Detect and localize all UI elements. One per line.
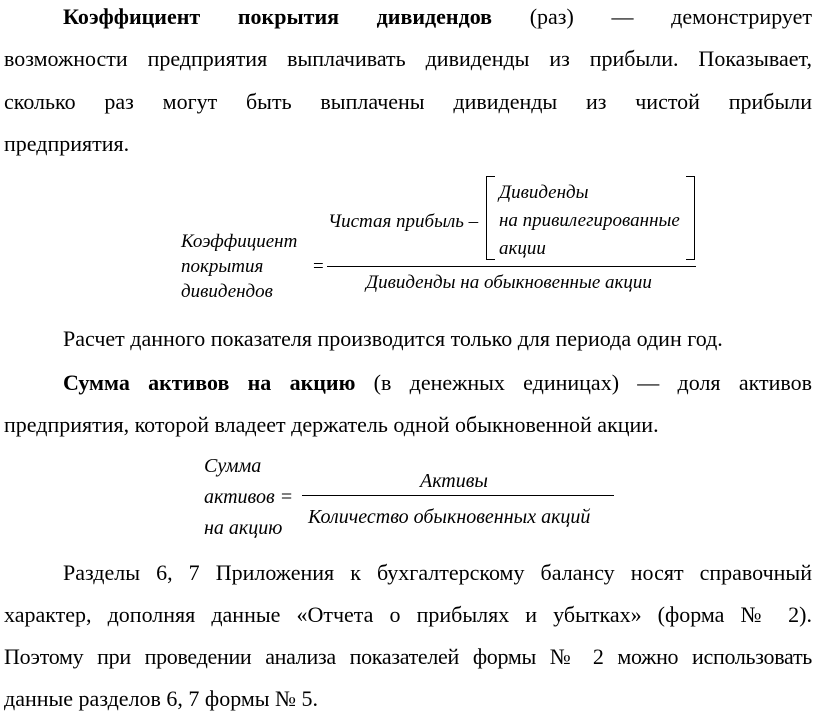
para3-line1 xyxy=(4,370,812,396)
formula1-lhs-1: Коэффициент xyxy=(181,231,298,252)
formula1-bracket-1: Дивиденды xyxy=(499,182,589,203)
para4-line2: характер, дополняя данные «Отчета о прибылях и убытках» (форма № 2). xyxy=(4,602,812,627)
term-assets-per-share: Сумма активов на акцию xyxy=(63,370,356,395)
formula2-lhs-1: Сумма xyxy=(204,455,262,477)
formula1-lhs-3: дивидендов xyxy=(181,281,273,302)
para1-line3: сколько раз могут быть выплачены дивиденды из чистой прибыли xyxy=(4,89,812,114)
para1-line1 xyxy=(4,4,812,30)
formula1-equals: = xyxy=(313,256,324,277)
formula1-numerator-main: Чистая прибыль – xyxy=(328,211,479,232)
formula2-lhs-2: активов = xyxy=(204,486,294,508)
formula1-bracket-3: акции xyxy=(499,238,546,259)
formula2-fraction-line xyxy=(302,495,614,496)
formula2-numerator: Активы xyxy=(420,470,488,492)
para4-line3: Поэтому при проведении анализа показателей формы № 2 можно использовать xyxy=(4,644,812,669)
para1-line4: предприятия. xyxy=(4,131,130,156)
formula1-bracket-2: на привилегированные xyxy=(499,210,680,231)
formula1-denominator: Дивиденды на обыкновенные акции xyxy=(366,272,652,293)
term-dividend-coverage: Коэффициент покрытия дивидендов xyxy=(63,4,493,29)
para2-line1: Расчет данного показателя производится только для периода один год. xyxy=(63,326,723,351)
para1-line2: возможности предприятия выплачивать дивиденды из прибыли. Показывает, xyxy=(4,46,812,71)
formula2-lhs-3: на акцию xyxy=(204,517,283,539)
para3-line1-rest: (в денежных единицах) — доля активов xyxy=(355,370,812,395)
para1-line1-rest: (раз) — демонстрирует xyxy=(492,4,812,29)
para4-line4: данные разделов 6, 7 формы № 5. xyxy=(4,686,319,711)
formula1-fraction-line xyxy=(327,266,696,267)
formula1-right-bracket xyxy=(686,176,695,260)
para3-line2: предприятия, которой владеет держатель одной обыкновенной акции. xyxy=(4,412,659,437)
formula1-lhs-2: покрытия xyxy=(181,256,264,277)
formula2-denominator: Количество обыкновенных акций xyxy=(308,506,591,528)
formula1-left-bracket xyxy=(486,176,495,260)
para4-line1: Разделы 6, 7 Приложения к бухгалтерскому балансу носят справочный xyxy=(63,560,812,585)
